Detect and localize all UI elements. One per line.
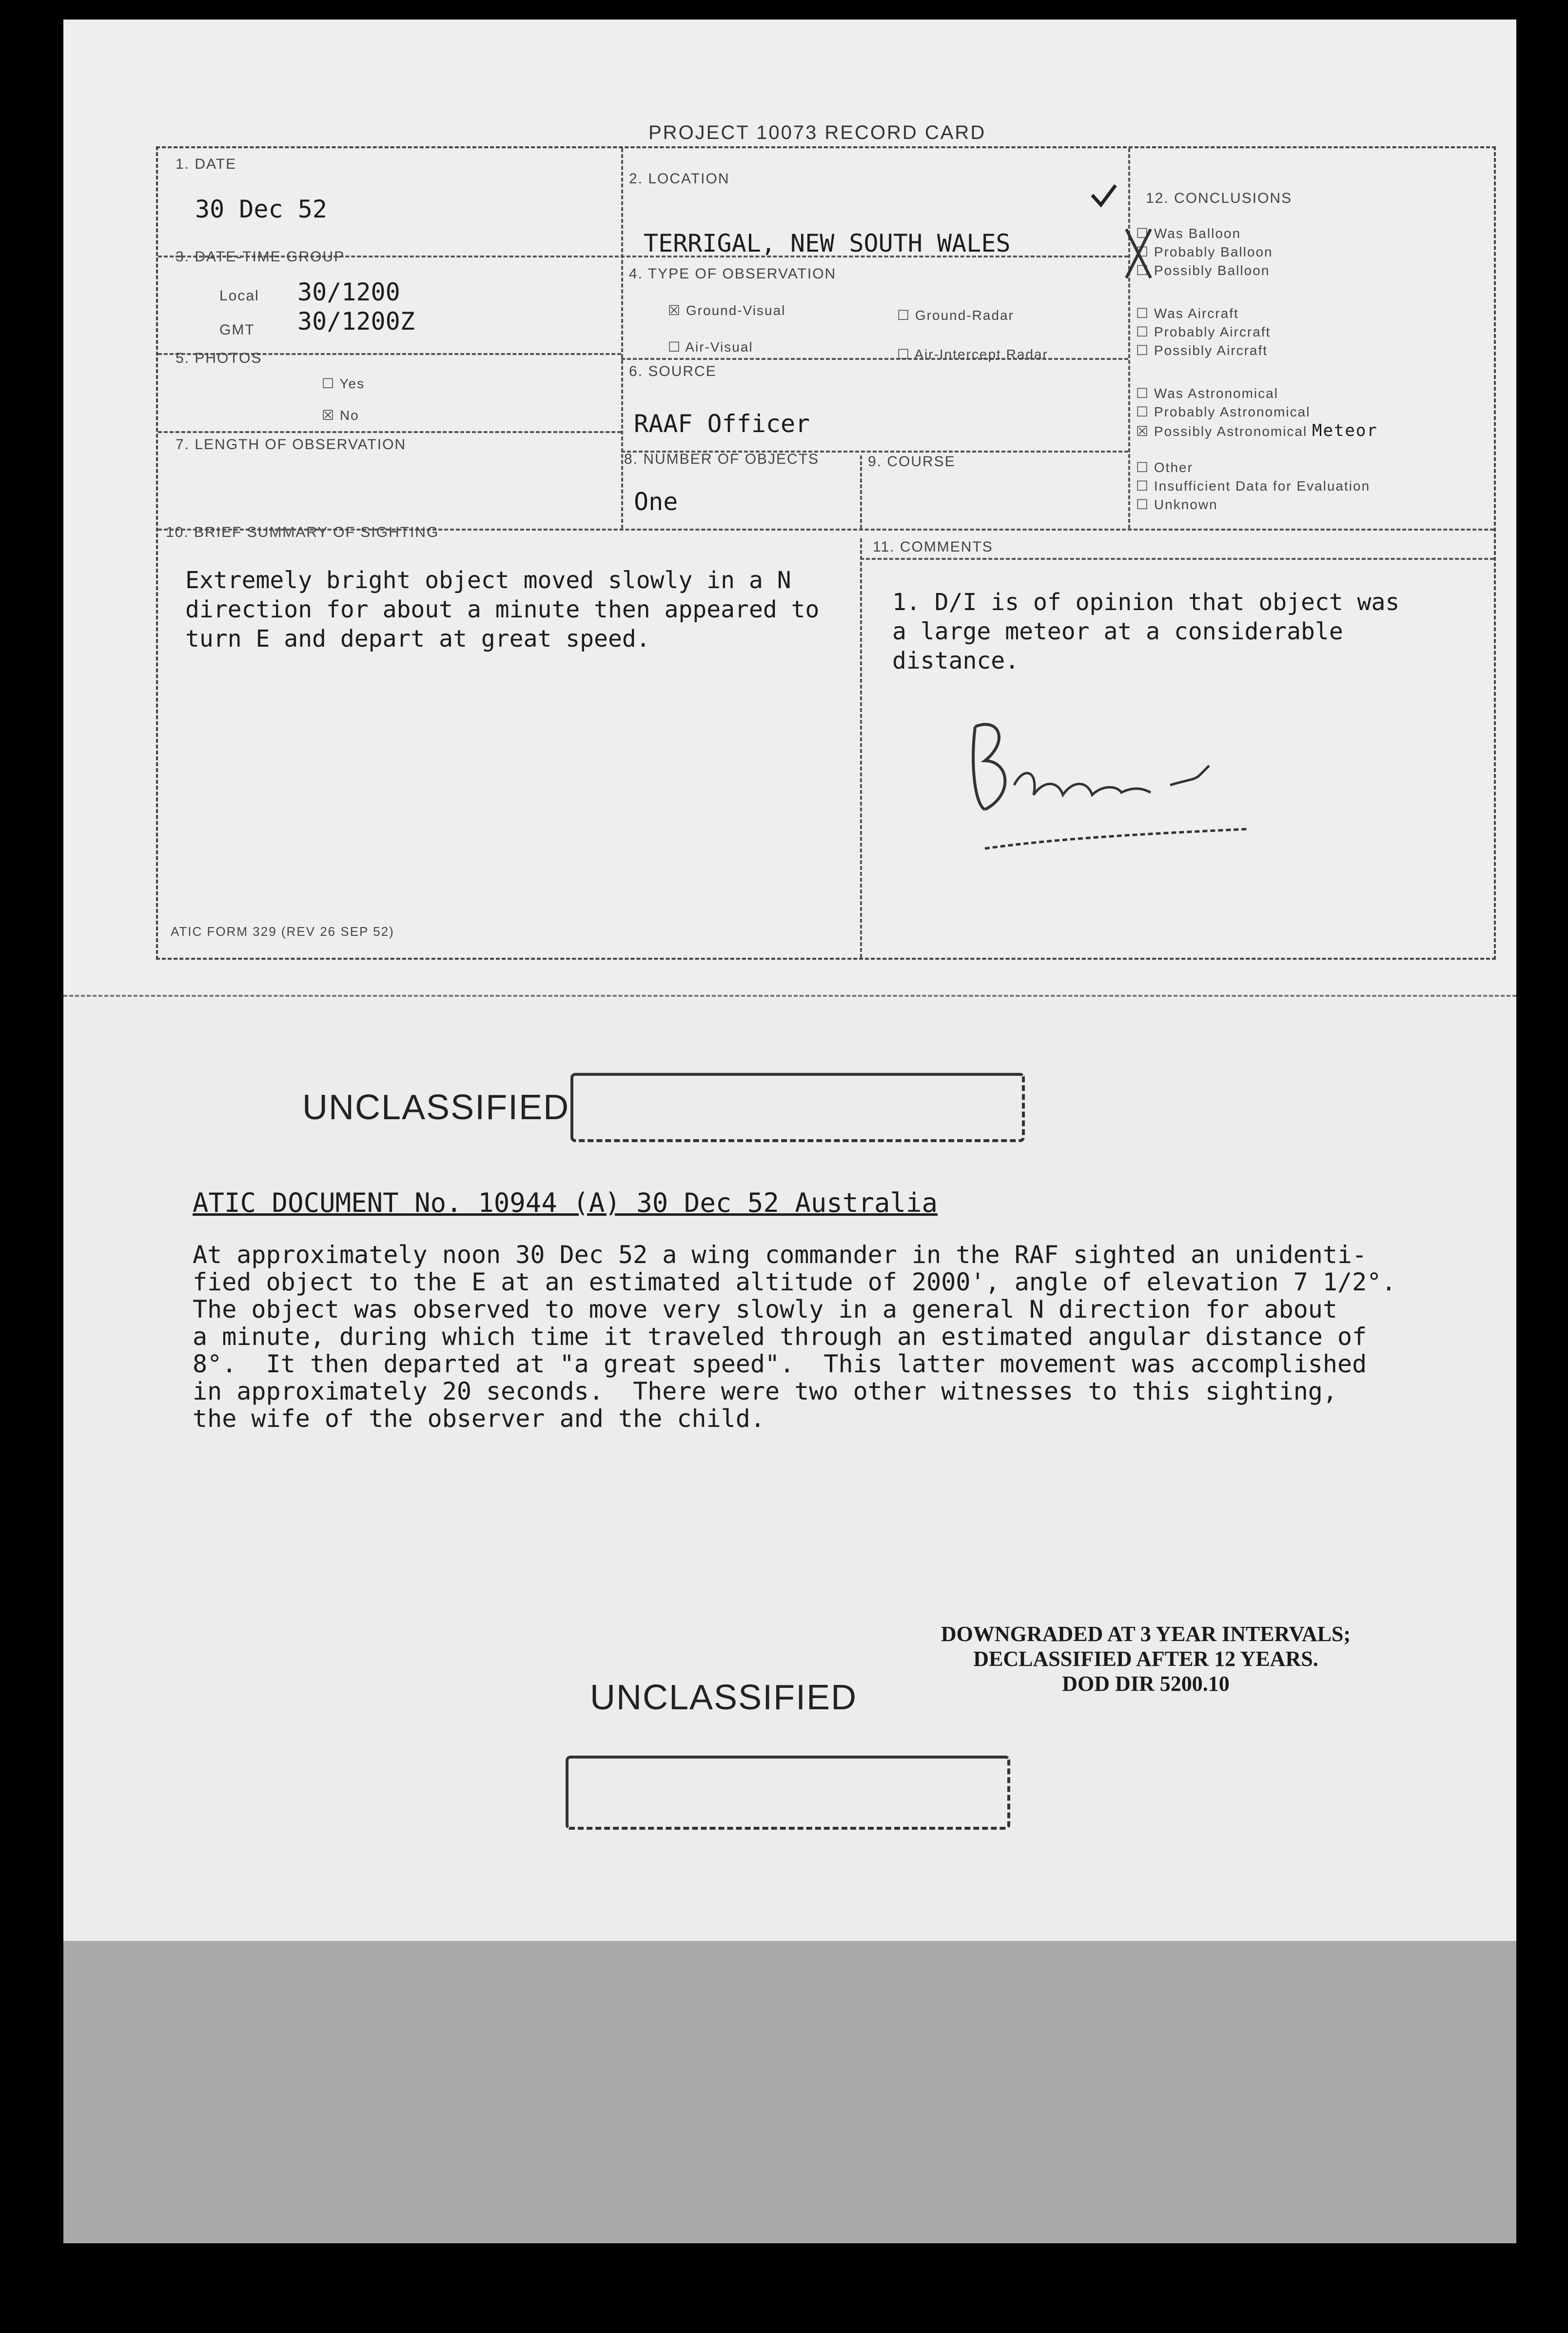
- comments-text: 1. D/I is of opinion that object was a large meteor at a considerable distance.: [892, 589, 1400, 674]
- date-value: 30 Dec 52: [195, 195, 327, 223]
- photos-no-option: ☒ No: [322, 408, 359, 423]
- dtg-gmt-label: GMT: [219, 322, 255, 338]
- checkbox-icon: ☐: [1136, 226, 1150, 241]
- conclusion-was-astronomical: ☐ Was Astronomical: [1136, 386, 1278, 401]
- photos-label: 5. PHOTOS: [176, 350, 262, 366]
- checkbox-icon: ☐: [1136, 244, 1150, 259]
- checkbox-icon: ☐: [1136, 460, 1150, 475]
- unclassified-stamp-top: UNCLASSIFIED: [302, 1088, 570, 1127]
- date-label: 1. DATE: [176, 156, 237, 172]
- checkmark-icon: [1087, 180, 1165, 297]
- conclusions-label: 12. CONCLUSIONS: [1146, 190, 1293, 206]
- source-label: 6. SOURCE: [629, 363, 717, 379]
- summary-label: 10. BRIEF SUMMARY OF SIGHTING: [166, 524, 439, 540]
- conclusion-unknown: ☐ Unknown: [1136, 497, 1218, 512]
- dtg-local-value: 30/1200: [297, 278, 400, 306]
- checkbox-icon: ☐: [1136, 263, 1150, 278]
- dtg-local-label: Local: [219, 288, 259, 304]
- checkbox-checked-icon: ☒: [1136, 424, 1150, 439]
- form-number: ATIC FORM 329 (REV 26 SEP 52): [171, 924, 394, 939]
- number-value: One: [634, 488, 678, 516]
- checkbox-checked-icon: ☒: [668, 303, 682, 318]
- length-label: 7. LENGTH OF OBSERVATION: [176, 436, 407, 453]
- conclusion-probably-aircraft: ☐ Probably Aircraft: [1136, 324, 1271, 339]
- conclusion-insufficient-data: ☐ Insufficient Data for Evaluation: [1136, 478, 1371, 494]
- comments-label: 11. COMMENTS: [873, 539, 993, 555]
- summary-text: Extremely bright object moved slowly in a N direction for about a minute then appeared to turn E and depart at great speed.: [185, 567, 820, 652]
- card-title: PROJECT 10073 RECORD CARD: [648, 122, 986, 143]
- dtg-gmt-value: 30/1200Z: [297, 307, 415, 336]
- number-label: 8. NUMBER OF OBJECTS: [624, 451, 820, 467]
- dtg-label: 3. DATE-TIME GROUP: [176, 249, 345, 265]
- checkbox-icon: ☐: [897, 347, 911, 362]
- type-option-ground-visual: ☒ Ground-Visual: [668, 303, 786, 318]
- conclusion-possibly-astronomical: ☒ Possibly Astronomical Meteor: [1136, 421, 1378, 440]
- stamp-box-bottom: [566, 1756, 1010, 1830]
- checkbox-icon: ☐: [1136, 404, 1150, 419]
- checkbox-icon: ☐: [668, 339, 682, 355]
- conclusion-was-aircraft: ☐ Was Aircraft: [1136, 306, 1239, 321]
- type-option-air-intercept-radar: ☐ Air-Intercept Radar: [897, 347, 1048, 362]
- course-label: 9. COURSE: [868, 454, 956, 470]
- source-value: RAAF Officer: [634, 410, 810, 438]
- signature: [956, 688, 1268, 873]
- location-label: 2. LOCATION: [629, 171, 730, 187]
- conclusion-probably-balloon: ☐ Probably Balloon: [1136, 244, 1273, 259]
- type-option-air-visual: ☐ Air-Visual: [668, 339, 753, 355]
- conclusion-possibly-aircraft: ☐ Possibly Aircraft: [1136, 343, 1268, 358]
- conclusion-other: ☐ Other: [1136, 460, 1193, 475]
- stamp-box-top: [570, 1073, 1025, 1142]
- meteor-note: Meteor: [1312, 421, 1378, 440]
- checkbox-icon: ☐: [1136, 497, 1150, 512]
- type-label: 4. TYPE OF OBSERVATION: [629, 266, 837, 282]
- downgrade-notice: DOWNGRADED AT 3 YEAR INTERVALS; DECLASSIFIED AFTER 12 YEARS. DOD DIR 5200.10: [941, 1622, 1351, 1696]
- checkbox-icon: ☐: [1136, 306, 1150, 321]
- document-body: At approximately noon 30 Dec 52 a wing commander in the RAF sighted an unidenti- fied object to the E at an estimated altitude of 2000', angle of elevation 7 1/2°. The object was observed to move very slowly in a general N direction for about a minute, during which time it traveled through an estimated angular distance of 8°. It then departed at "a great speed". This latter movement was accomplished in approximately 20 seconds. There were two other witnesses to this sighting, the wife of the observer and the child.: [193, 1241, 1396, 1433]
- conclusion-probably-astronomical: ☐ Probably Astronomical: [1136, 404, 1311, 419]
- checkbox-icon: ☐: [322, 376, 335, 391]
- checkbox-icon: ☐: [1136, 343, 1150, 358]
- checkbox-icon: ☐: [1136, 478, 1150, 494]
- checkbox-icon: ☐: [897, 308, 911, 323]
- conclusion-was-balloon: ☐ Was Balloon: [1136, 226, 1241, 241]
- location-value: TERRIGAL, NEW SOUTH WALES: [644, 229, 1011, 257]
- photos-yes-option: ☐ Yes: [322, 376, 365, 391]
- unclassified-stamp-bottom: UNCLASSIFIED: [590, 1678, 858, 1717]
- conclusions-list: [1136, 224, 1378, 514]
- checkbox-icon: ☐: [1136, 386, 1150, 401]
- scan-margin: [63, 1941, 1516, 2243]
- document-heading: ATIC DOCUMENT No. 10944 (A) 30 Dec 52 Australia: [193, 1187, 938, 1218]
- conclusion-possibly-balloon: ☐ Possibly Balloon: [1136, 263, 1270, 278]
- checkbox-icon: ☐: [1136, 324, 1150, 339]
- type-option-ground-radar: ☐ Ground-Radar: [897, 308, 1014, 323]
- checkbox-checked-icon: ☒: [322, 408, 335, 423]
